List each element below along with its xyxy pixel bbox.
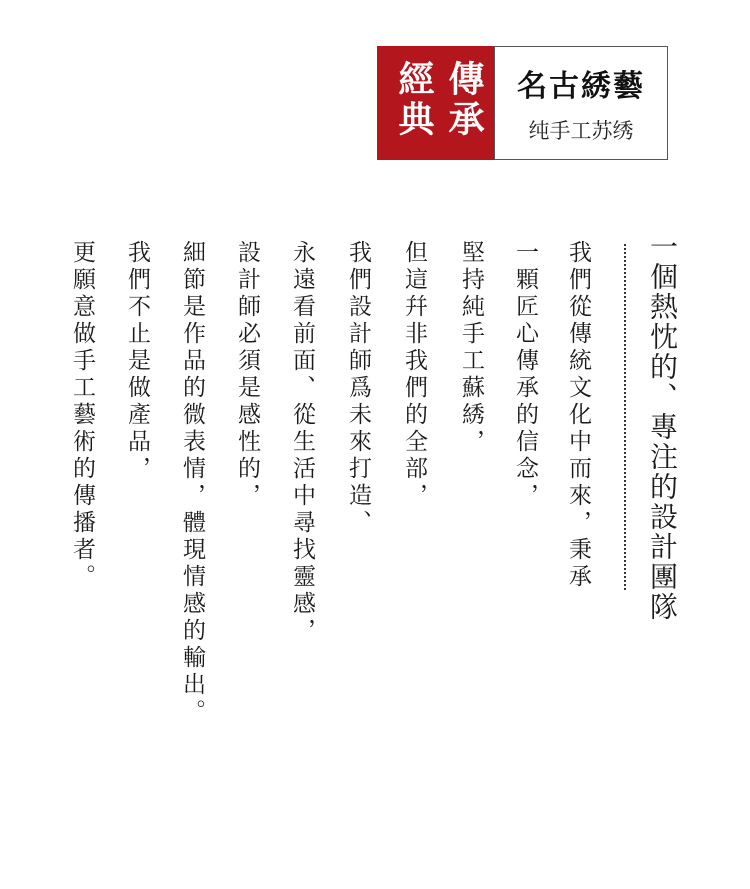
seal-text-col2: 經典: [393, 60, 435, 140]
text-column: 細節是作品的微表情，體現情感的輸出。: [179, 240, 205, 726]
text-column: 設計師必須是感性的，: [234, 240, 260, 510]
text-column: 永遠看前面、從生活中尋找靈感，: [289, 240, 315, 645]
text-column: 我們從傳統文化中而來，秉承: [565, 240, 591, 591]
divider-dotted: [624, 244, 626, 590]
text-column: 但這幷非我們的全部，: [401, 240, 427, 510]
text-column: 我們設計師爲未來打造、: [345, 240, 371, 537]
seal-white-panel: [494, 46, 668, 160]
text-column: 更願意做手工藝術的傳播者。: [69, 240, 95, 591]
seal-red-panel: [377, 46, 494, 160]
brand-title: 名古綉藝: [517, 69, 645, 104]
text-column: 一顆匠心傳承的信念，: [512, 240, 538, 510]
headline-column: 一個熱忱的、專注的設計團隊: [646, 232, 679, 622]
text-column: 我們不止是做產品，: [124, 240, 150, 483]
text-column: 堅持純手工蘇綉，: [458, 240, 484, 456]
seal-text-col1: 傳承: [443, 60, 485, 140]
brand-subtitle: 纯手工苏绣: [528, 119, 634, 143]
brand-seal: [377, 46, 667, 160]
